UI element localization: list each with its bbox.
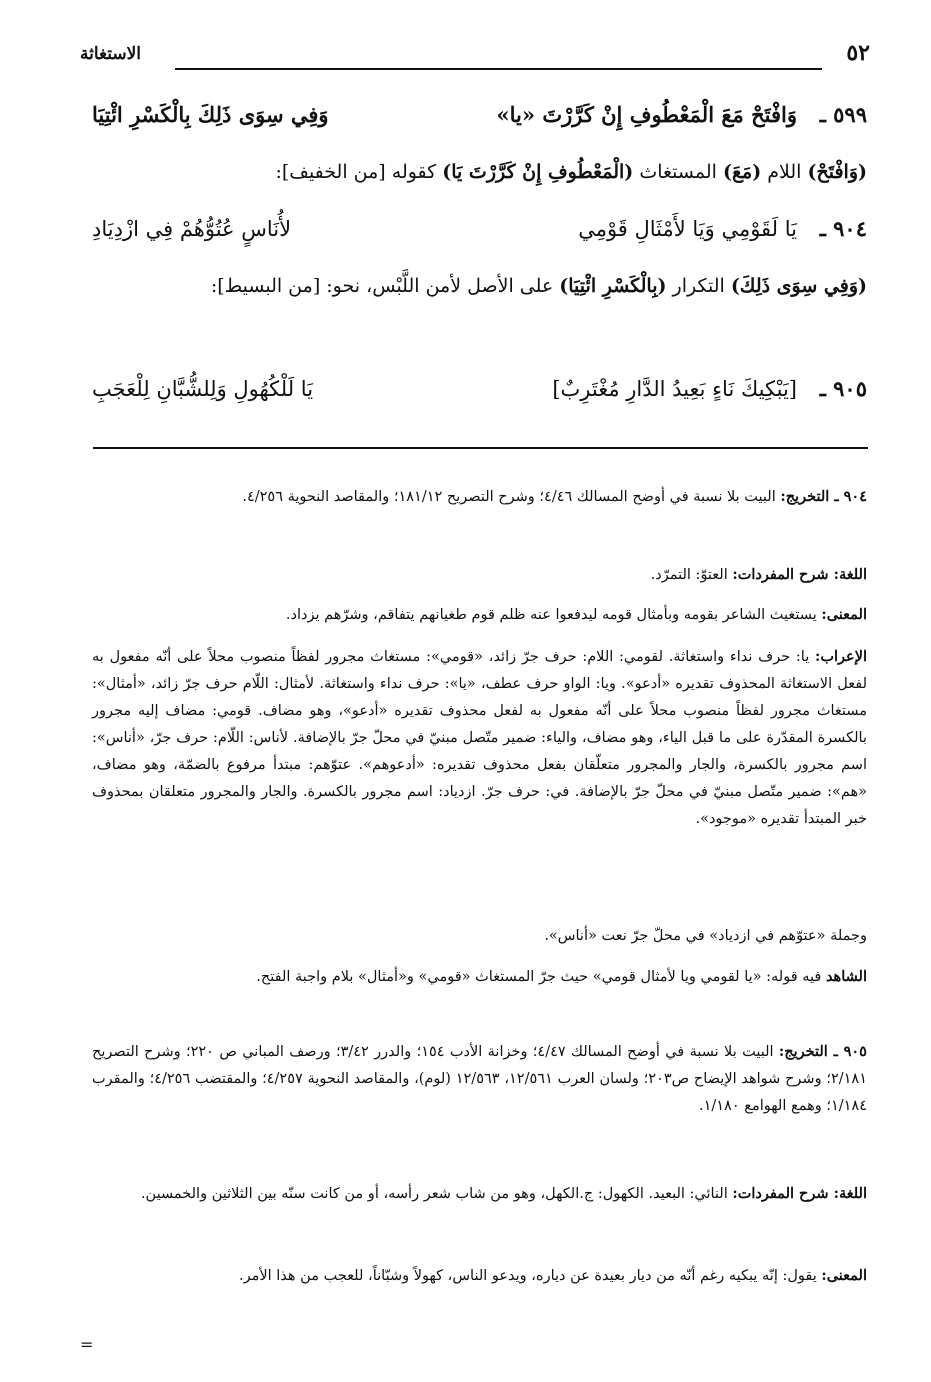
footnote-label: اللغة: شرح المفردات: [732, 566, 867, 583]
first-hemistich: وَافْتَحْ مَعَ الْمَعْطُوفِ إِنْ كَرَّرْتَ «يا» [496, 102, 797, 127]
footnote-label: المعنى: [821, 1267, 867, 1284]
footnote-mana-905 [92, 1262, 867, 1290]
footnote-text: وجملة «عتوّهم في ازدياد» في محلّ جرّ نعت «أناس». [544, 928, 867, 944]
commentary-paragraph [92, 264, 867, 308]
commentary-paragraph [92, 150, 867, 194]
running-header [80, 40, 870, 80]
continuation-mark: = [80, 1335, 94, 1354]
footnote-label: المعنى: [821, 606, 867, 623]
footnote-takhrij-905 [92, 1038, 867, 1120]
section-title: الاستغاثة [80, 44, 142, 64]
first-hemistich: [يَبْكِيكَ نَاءٍ بَعِيدُ الدَّارِ مُغْتَرِبٌ] [552, 377, 797, 401]
commentary-text: التكرار [666, 275, 731, 297]
second-hemistich: يَا لَلْكُهُولِ وَلِلشُّبَّانِ لِلْعَجَبِ [92, 377, 314, 401]
footnote-takhrij-904 [92, 483, 867, 511]
commentary-text: المستغاث [633, 161, 723, 183]
verse-number: ٩٠٥ ـ [819, 376, 867, 401]
footnote-mana-904 [92, 601, 867, 629]
footnote-label: ٩٠٥ ـ التخريج: [778, 1043, 867, 1060]
footnote-jumla-904 [92, 923, 867, 950]
footnote-text: البيت بلا نسبة في أوضح المسالك ٤/٤٦؛ وشرح التصريح ١٨١/١٢؛ والمقاصد النحوية ٤/٢٥٦. [242, 489, 781, 505]
footnote-text: يا: حرف نداء واستغاثة. لقومي: اللام: حرف جرّ زائد، «قومي»: مستغاث مجرور لفظاً منصوب محلاً على أنّه مفعول به لفعل الاستغاثة المحذوف تقديره «أدعو». ويا: الواو حرف عطف، «يا»: حرف نداء واستغاثة. لأمثال: اللّام حرف جرّ زائد، «أمثال»: مستغاث مجرور لفظاً منصوب محلاً على أنّه مفعول به لفعل محذوف تقديره «أدعو»، وهو مضاف. قومي: مضاف إليه مجرور بالكسرة المقدّرة على ما قبل الياء، وهو مضاف، والياء: ضمير متّصل مبنيّ في محلّ جرّ بالإضافة. لأناس: اللّام: حرف جرّ، «أناس»: اسم مجرور بالكسرة، والجار والمجرور متعلّقان بفعل محذوف تقديره: «أدعوهم». عتوّهم: مبتدأ مرفوع بالضمّة، وهو مضاف، «هم»: ضمير متّصل مبنيّ في محلّ جرّ بالإضافة. في: حرف جرّ. ازدياد: اسم مجرور بالكسرة. والجار والمجرور متعلقان بمحذوف خبر المبتدأ تقديره «موجود». [92, 649, 867, 827]
footnote-separator [93, 447, 868, 449]
footnote-label: ٩٠٤ ـ التخريج: [780, 488, 867, 505]
footnote-text: يستغيث الشاعر بقومه وبأمثال قومه ليدفعوا عنه ظلم قوم طغيانهم يتفاقم، وشرّهم يزداد. [285, 607, 822, 623]
first-hemistich: يَا لَقَوْمِي وَيَا لأَمْثَالِ قَوْمِي [578, 217, 797, 241]
commentary-text: اللام [761, 161, 808, 183]
verse-number: ٩٠٤ ـ [819, 216, 867, 241]
footnote-shahid-904 [92, 963, 867, 991]
commentary-text: كقوله [من الخفيف]: [275, 161, 443, 183]
header-rule [175, 68, 822, 70]
quoted-phrase: (الْمَعْطُوفِ إِنْ كَرَّرْتَ يَا) [442, 161, 634, 183]
footnote-lugha-905 [92, 1180, 867, 1208]
quoted-phrase: (وَفِي سِوَى ذَلِكَ) [730, 275, 867, 297]
footnote-text: العتوّ: التمرّد. [650, 567, 733, 583]
footnote-label: اللغة: شرح المفردات: [732, 1185, 867, 1202]
footnote-text: النائي: البعيد. الكهول: ج.الكهل، وهو من شاب شعر رأسه، أو من كانت سنّه بين الثلاثين والخمسين. [140, 1186, 733, 1202]
footnote-lugha-904 [92, 561, 867, 589]
footnote-text: يقول: إنّه يبكيه رغم أنّه من ديار بعيدة عن دياره، ويدعو الناس، كهولاً وشبّاناً، للعجب من هذا الأمر. [239, 1268, 822, 1284]
footnote-irab-904 [92, 643, 867, 833]
page-number: ٥٢ [846, 40, 870, 66]
second-hemistich: لأُنَاسٍ عُتُوُّهُمْ فِي ازْدِيَادِ [92, 217, 292, 241]
footnote-text: البيت بلا نسبة في أوضح المسالك ٤/٤٧؛ وخزانة الأدب ١٥٤؛ والدرر ٣/٤٢؛ ورصف المباني ص ٢٢٠؛ وشرح التصريح ٢/١٨١؛ وشرح شواهد الإيضاح ص٢٠٣؛ ولسان العرب ١٢/٥٦١، ١٢/٥٦٣ (لوم)، والمقاصد النحوية ٤/٢٥٧؛ والمقتضب ٤/٢٥٦؛ والمقرب ١/١٨٤؛ وهمع الهوامع ١/١٨٠. [92, 1044, 868, 1114]
footnote-label: الشاهد [825, 968, 867, 985]
quoted-phrase: (مَعَ) [722, 161, 762, 183]
second-hemistich: وَفِي سِوَى ذَلِكَ بِالْكَسْرِ ائْتِيَا [92, 102, 329, 127]
verse-number: ٥٩٩ ـ [819, 102, 867, 127]
footnote-text: فيه قوله: «يا لقومي ويا لأمثال قومي» حيث جرّ المستغاث «قومي» و«أمثال» بلام واجبة الفتح. [256, 969, 826, 985]
quoted-phrase: (بِالْكَسْرِ ائْتِيَا) [559, 275, 667, 297]
quoted-phrase: (وَافْتَحْ) [807, 161, 867, 183]
footnote-label: الإعراب: [815, 648, 867, 665]
commentary-text: على الأصل لأمن اللَّبْس، نحو: [من البسيط]: [210, 275, 560, 297]
